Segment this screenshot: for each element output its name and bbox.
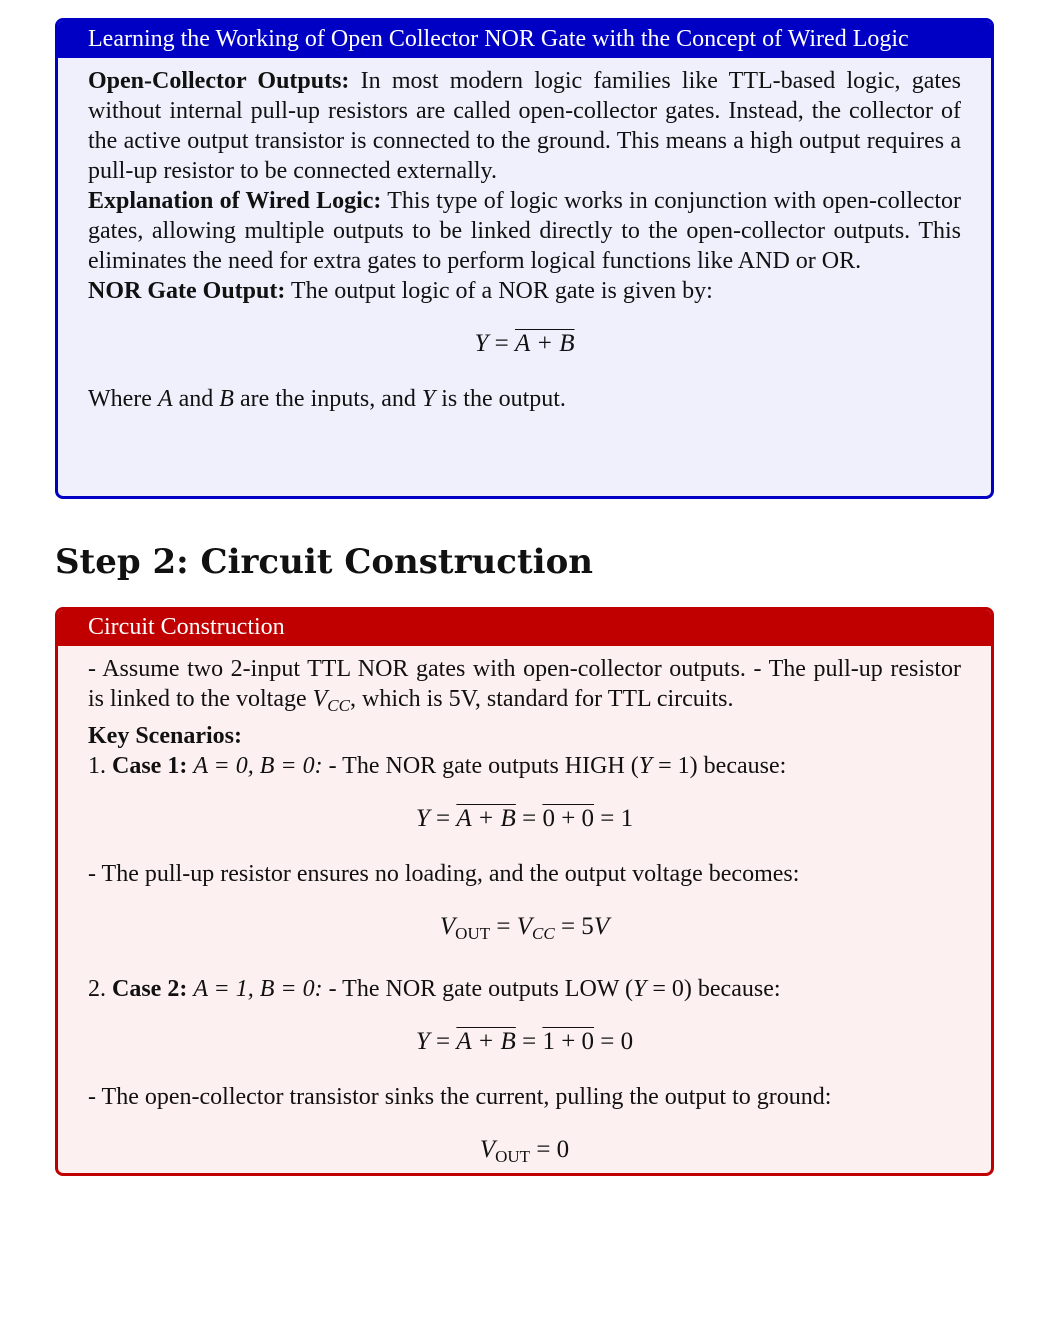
- wired-logic-heading: Explanation of Wired Logic:: [88, 188, 382, 214]
- wired-logic-text: This type of logic works in conjunction with open-collector gates, allowing multiple outputs to be linked directly to the open-collector outputs. This eliminates the need for extra gates to perform logical functions like AND or OR.: [88, 188, 961, 274]
- info-box-open-collector: [55, 18, 994, 499]
- info-box-body: [58, 58, 991, 414]
- section-heading-step-2: Step 2: Circuit Construction: [55, 542, 593, 582]
- nor-equation: [88, 328, 961, 360]
- case-2-equation: Y = A + B = 1 + 0 = 0: [415, 1028, 634, 1055]
- circuit-box-body: [58, 646, 991, 1173]
- nor-output-heading: NOR Gate Output:: [88, 278, 286, 304]
- wired-logic-paragraph: [88, 186, 961, 276]
- nor-output-paragraph: [88, 276, 961, 306]
- circuit-construction-box: [55, 607, 994, 1176]
- case-2-line: 2. Case 2: A = 1, B = 0: - The NOR gate outputs LOW (Y = 0) because:: [88, 976, 781, 1002]
- nor-output-text: The output logic of a NOR gate is given by:: [290, 278, 713, 304]
- vout-high-equation: $V_{OUT} = V_{CC} = 5V$: [439, 913, 610, 943]
- vout-low-equation: $V_{OUT} = 0$: [479, 1136, 570, 1166]
- open-collector-heading: Open-Collector Outputs:: [88, 68, 350, 94]
- pull-up-line: - The pull-up resistor ensures no loading, and the output voltage becomes:: [88, 861, 800, 887]
- eq-equals: =: [488, 330, 516, 357]
- case-1-line: 1. Case 1: A = 0, B = 0: - The NOR gate outputs HIGH (Y = 1) because:: [88, 753, 787, 779]
- case-1-equation: Y = A + B = 0 + 0 = 1: [415, 805, 634, 832]
- open-collector-paragraph: [88, 66, 961, 186]
- key-scenarios-heading: Key Scenarios:: [88, 723, 242, 749]
- where-paragraph: Where A and B are the inputs, and Y is the output.: [88, 386, 566, 412]
- eq-y: Y: [474, 330, 489, 357]
- circuit-box-title: Circuit Construction: [58, 610, 991, 646]
- info-box-title: Learning the Working of Open Collector NOR Gate with the Concept of Wired Logic: [58, 21, 991, 58]
- open-collector-text: In most modern logic families like TTL-based logic, gates without internal pull-up resistors are called open-collector gates. Instead, the collector of the active output transistor is connected to the ground. This means a high output requires a pull-up resistor to be connected externally.: [88, 68, 961, 184]
- sink-line: - The open-collector transistor sinks the current, pulling the output to ground:: [88, 1084, 832, 1110]
- intro-paragraph: - Assume two 2-input TTL NOR gates with open-collector outputs. - The pull-up resistor is linked to the voltage $V_{CC}$, which is 5V, standard for TTL circuits.: [88, 656, 961, 715]
- eq-a-plus-b-overline: A + B: [515, 330, 575, 357]
